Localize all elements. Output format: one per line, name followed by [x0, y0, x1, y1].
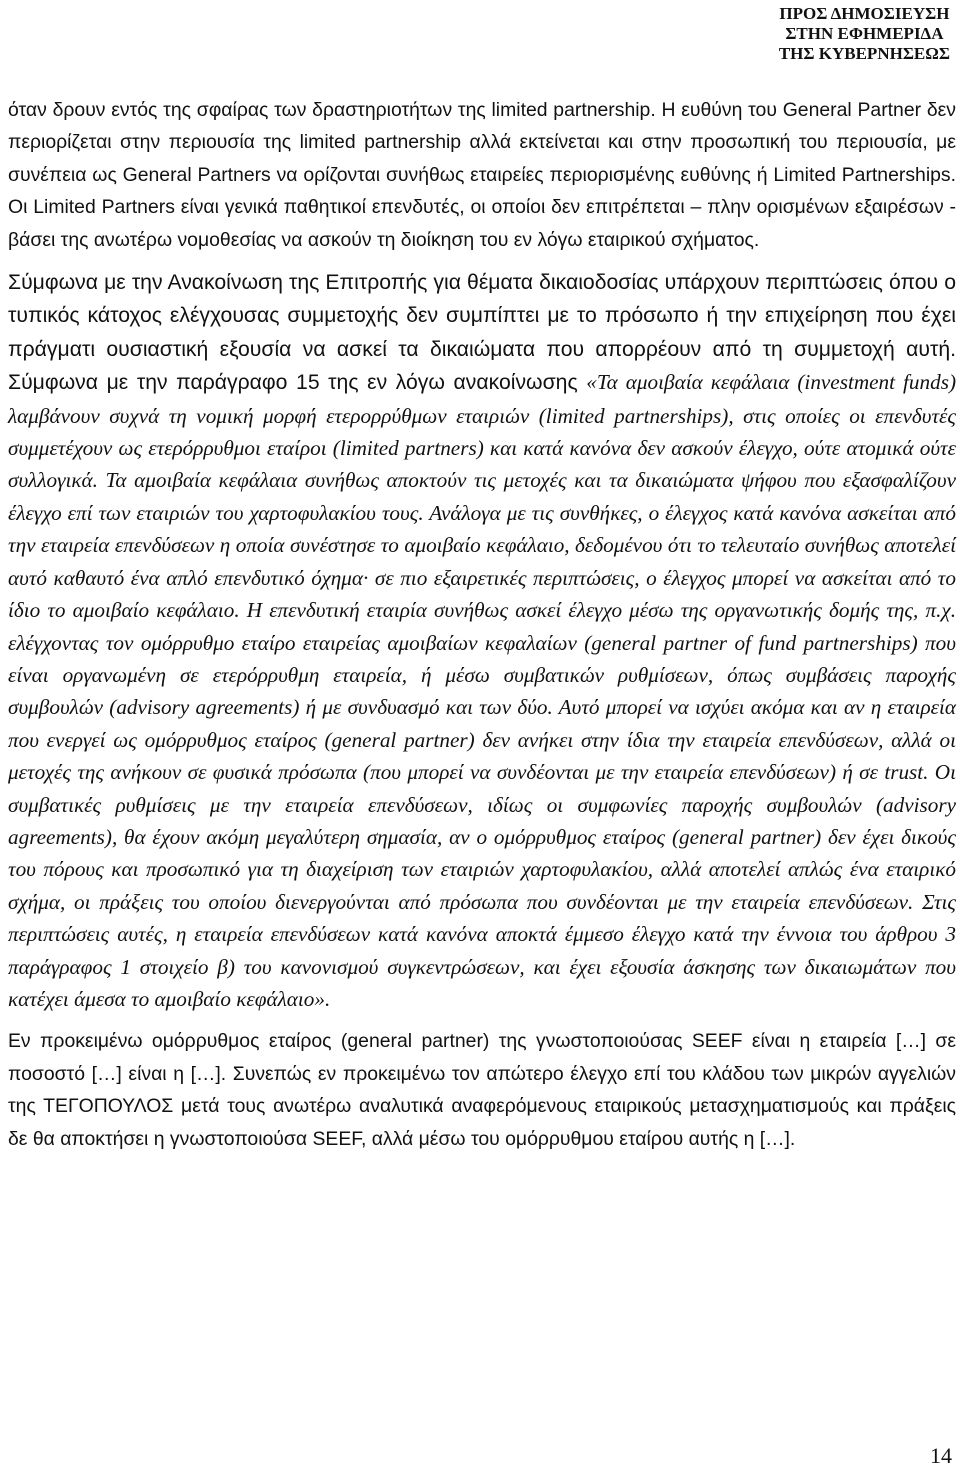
stamp-line-1: ΠΡΟΣ ΔΗΜΟΣΙΕΥΣΗ	[779, 4, 950, 23]
paragraph-2	[8, 266, 956, 1015]
paragraph-1: όταν δρουν εντός της σφαίρας των δραστηριοτήτων της limited partnership. Η ευθύνη του General Partner δεν περιορίζεται στην περιουσία της limited partnership αλλά εκτείνεται και στην προσωπική του περιουσία, με συνέπεια ως General Partners να ορίζονται συνήθως εταιρείες περιορισμένης ευθύνης ή Limited Partnerships. Οι Limited Partners είναι γενικά παθητικοί επενδυτές, οι οποίοι δεν επιτρέπεται – πλην ορισμένων εξαιρέσων - βάσει της ανωτέρω νομοθεσίας να ασκούν τη διοίκηση του εν λόγω εταιρικού σχήματος.	[8, 99, 956, 251]
page-number: 14	[930, 1443, 952, 1468]
paragraph-2-intro: Σύμφωνα με την Ανακοίνωση της Επιτροπής για θέματα δικαιοδοσίας υπάρχουν περιπτώσεις όπου ο τυπικός κάτοχος ελέγχουσας συμμετοχής δεν συμπίπτει με το πρόσωπο ή την επιχείρηση που έχει πράγματι ουσιαστική εξουσία να ασκεί τα δικαιώματα που απορρέουν από τη συμμετοχή αυτή. Σύμφωνα με την παράγραφο 15 της εν λόγω ανακοίνωσης	[8, 271, 956, 395]
paragraph-3: Εν προκειμένω ομόρρυθμος εταίρος (general partner) της γνωστοποιούσας SEEF είναι η εταιρεία […] σε ποσοστό […] είναι η […]. Συνεπώς εν προκειμένω τον απώτερο έλεγχο επί του κλάδου των μικρών αγγελιών της ΤΕΓΟΠΟΥΛΟΣ μετά τους ανωτέρω αναλυτικά αναφερόμενους εταιρικούς μετασχηματισμούς και πράξεις δε θα αποκτήσει η γνωστοποιούσα SEEF, αλλά μέσω του ομόρρυθμου εταίρου αυτής η […].	[8, 1030, 956, 1150]
stamp-line-2: ΣΤΗΝ ΕΦΗΜΕΡΙΔΑ	[785, 24, 944, 43]
publication-stamp	[779, 4, 950, 64]
document-body	[8, 94, 956, 1165]
stamp-line-3: ΤΗΣ ΚΥΒΕΡΝΗΣΕΩΣ	[778, 44, 950, 63]
paragraph-2-quote: «Τα αμοιβαία κεφάλαια (investment funds) λαμβάνουν συχνά τη νομική μορφή ετερορρύθμων εταιριών (limited partnerships), στις οποίες οι επενδυτές συμμετέχουν ως ετερόρρυθμοι εταίροι (limited partners) και κατά κανόνα δεν ασκούν έλεγχο, ούτε ατομικά ούτε συλλογικά. Τα αμοιβαία κεφάλαια συνήθως αποκτούν τις μετοχές και τα δικαιώματα ψήφου που εξασφαλίζουν έλεγχο επί των εταιριών του χαρτοφυλακίου τους. Ανάλογα με τις συνθήκες, ο έλεγχος κατά κανόνα ασκείται από την εταιρεία επενδύσεων η οποία συνέστησε το αμοιβαίο κεφάλαιο, δεδομένου ότι το τελευταίο συνήθως αποτελεί αυτό καθαυτό ένα απλό επενδυτικό όχημα· σε πιο εξαιρετικές περιπτώσεις, ο έλεγχος μπορεί να ασκείται από το ίδιο το αμοιβαίο κεφάλαιο. Η επενδυτική εταιρία συνήθως ασκεί έλεγχο μέσω της οργανωτικής δομής της, π.χ. ελέγχοντας τον ομόρρυθμο εταίρο εταιρείας αμοιβαίων κεφαλαίων (general partner of fund partnerships) που είναι οργανωμένη σε ετερόρρυθμη εταιρεία, ή μέσω συμβατικών ρυθμίσεων, όπως συμβάσεις παροχής συμβουλών (advisory agreements) ή με συνδυασμό και των δύο. Αυτό μπορεί να ισχύει ακόμα και αν η εταιρεία που ενεργεί ως ομόρρυθμος εταίρος (general partner) δεν ανήκει στην ίδια την εταιρεία επενδύσεων, αλλά οι μετοχές της ανήκουν σε φυσικά πρόσωπα (που μπορεί να συνδέονται με την εταιρεία επενδύσεων) ή σε trust. Οι συμβατικές ρυθμίσεις με την εταιρεία επενδύσεων, ιδίως οι συμφωνίες παροχής συμβουλών (advisory agreements), θα έχουν ακόμη μεγαλύτερη σημασία, αν ο ομόρρυθμος εταίρος (general partner) δεν έχει δικούς του πόρους και προσωπικό για τη διαχείριση των εταιριών χαρτοφυλακίου, αλλά αποτελεί απλώς ένα εταιρικό σχήμα, οι πράξεις του οποίου διενεργούνται από πρόσωπα που συνδέονται με την εταιρεία επενδύσεων. Στις περιπτώσεις αυτές, η εταιρεία επενδύσεων κατά κανόνα αποκτά έμμεσο έλεγχο κατά την έννοια του άρθρου 3 παράγραφος 1 στοιχείο β) του κανονισμού συγκεντρώσεων, και έχει εξουσία άσκησης των δικαιωμάτων που κατέχει άμεσα το αμοιβαίο κεφάλαιο».	[8, 370, 956, 1011]
